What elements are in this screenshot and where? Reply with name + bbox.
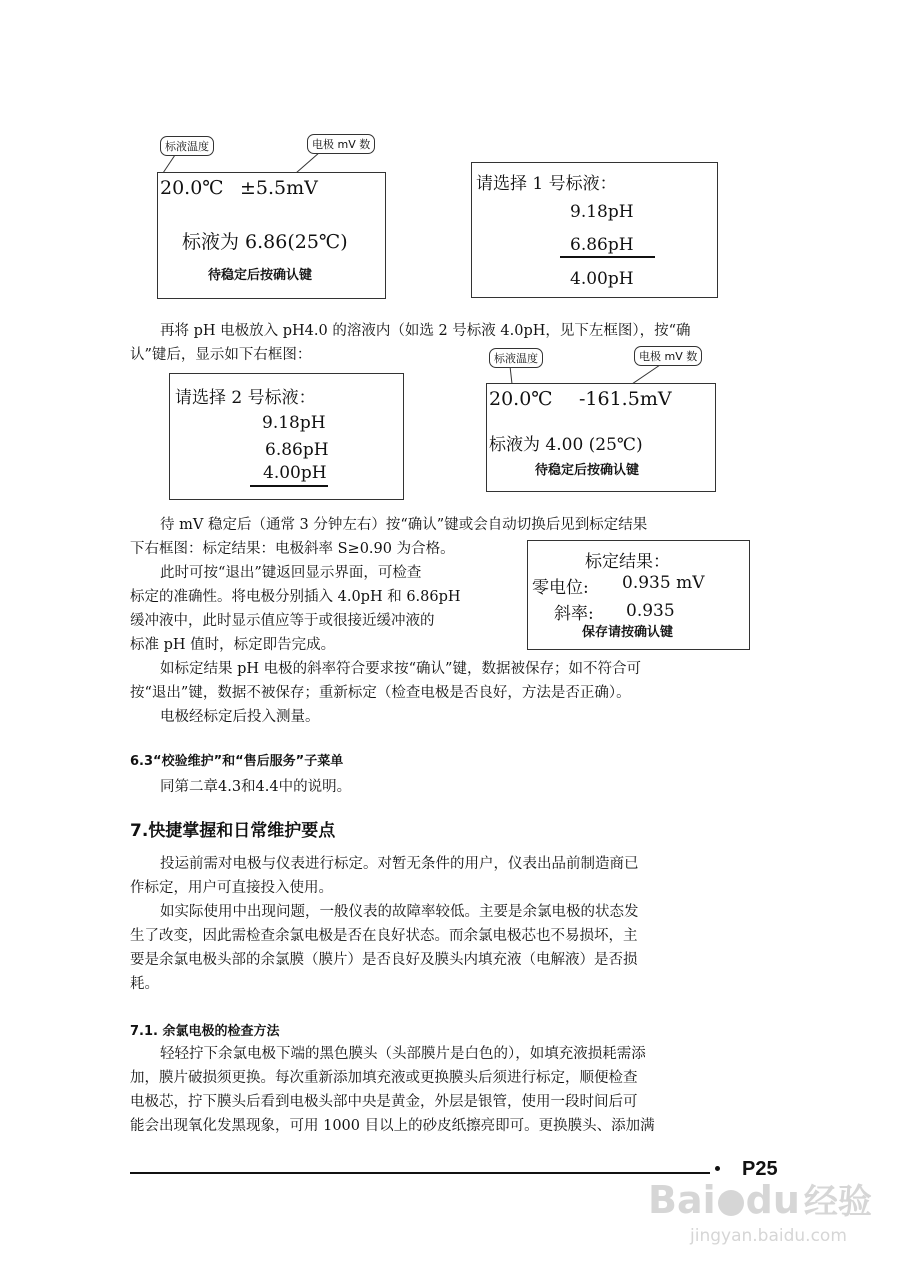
paragraph: 加，膜片破损须更换。每次重新添加填充液或更换膜头后须进行标定，顺便检查 <box>130 1070 638 1086</box>
paragraph: 电极芯，拧下膜头后看到电极头部中央是黄金，外层是银管，使用一段时间后可 <box>130 1094 638 1110</box>
paragraph: 要是余氯电极头部的余氯膜（膜片）是否良好及膜头内填充液（电解液）是否损 <box>130 952 638 968</box>
option-item: 9.18pH <box>570 202 634 222</box>
paragraph: 能会出现氧化发黑现象，可用 1000 目以上的砂皮纸擦亮即可。更换膜头、添加满 <box>130 1118 655 1134</box>
section-heading-7: 7.快捷掌握和日常维护要点 <box>130 821 336 841</box>
paragraph: 轻轻拧下余氯电极下端的黑色膜头（头部膜片是白色的），如填充液损耗需添 <box>160 1046 646 1062</box>
display-box-standard-1 <box>157 172 386 299</box>
slope-label: 斜率: <box>554 604 594 624</box>
result-title: 标定结果： <box>585 552 670 572</box>
option-item-selected: 6.86pH <box>570 235 634 255</box>
baidu-watermark-url: jingyan.baidu.com <box>690 1226 847 1246</box>
paragraph: 按“退出”键，数据不被保存；重新标定（检查电极是否良好，方法是否正确）。 <box>130 685 631 701</box>
mv-value: -161.5mV <box>579 388 672 410</box>
paragraph: 耗。 <box>130 976 159 992</box>
standard-solution-value: 标液为 6.86(25℃) <box>182 231 348 253</box>
select-title: 请选择 1 号标液： <box>476 174 617 194</box>
select-title: 请选择 2 号标液： <box>175 388 316 408</box>
display-box-calibration-result <box>527 540 750 650</box>
paragraph: 作标定，用户可直接投入使用。 <box>130 880 333 896</box>
paragraph: 同第二章4.3和4.4中的说明。 <box>160 779 352 795</box>
display-box-standard-2 <box>486 383 716 492</box>
option-item: 6.86pH <box>265 440 329 460</box>
paragraph: 认”键后，显示如下右框图： <box>130 347 312 363</box>
paragraph: 电极经标定后投入测量。 <box>160 709 320 725</box>
slope-value: 0.935 <box>626 601 675 621</box>
baidu-watermark-logo: Bai du 经验 <box>648 1178 872 1222</box>
paragraph: 生了改变，因此需检查余氯电极是否在良好状态。而余氯电极芯也不易损坏，主 <box>130 928 638 944</box>
paragraph: 标准 pH 值时，标定即告完成。 <box>130 637 336 653</box>
section-heading-7-1: 7.1. 余氯电极的检查方法 <box>130 1024 280 1039</box>
paw-icon <box>718 1190 744 1216</box>
wait-confirm-hint: 待稳定后按确认键 <box>208 268 313 283</box>
page-number: P25 <box>742 1158 778 1180</box>
tag-electrode-mv: 电极 mV 数 <box>634 346 702 366</box>
footer-rule <box>130 1172 710 1174</box>
wait-confirm-hint: 待稳定后按确认键 <box>535 463 640 478</box>
selection-underline <box>250 485 328 487</box>
mv-value: ±5.5mV <box>240 177 318 199</box>
tag-electrode-mv: 电极 mV 数 <box>307 134 375 154</box>
option-item: 4.00pH <box>570 269 634 289</box>
option-item-selected: 4.00pH <box>263 463 327 483</box>
zero-potential-value: 0.935 mV <box>622 573 705 593</box>
paragraph: 下右框图：标定结果：电极斜率 S≥0.90 为合格。 <box>130 541 455 557</box>
zero-potential-label: 零电位: <box>532 578 589 598</box>
option-item: 9.18pH <box>262 413 326 433</box>
temperature-value: 20.0℃ <box>489 388 553 410</box>
standard-solution-value: 标液为 4.00 (25℃) <box>489 435 643 455</box>
paragraph: 待 mV 稳定后（通常 3 分钟左右）按“确认”键或会自动切换后见到标定结果 <box>160 517 648 533</box>
section-heading-6-3: 6.3“校验维护”和“售后服务”子菜单 <box>130 754 344 769</box>
paragraph: 缓冲液中，此时显示值应等于或很接近缓冲液的 <box>130 613 435 629</box>
paragraph: 标定的准确性。将电极分别插入 4.0pH 和 6.86pH <box>130 589 461 605</box>
paragraph: 再将 pH 电极放入 pH4.0 的溶液内（如选 2 号标液 4.0pH，见下左框图），按“确 <box>160 323 691 339</box>
save-confirm-hint: 保存请按确认键 <box>582 625 674 640</box>
display-box-select-1 <box>471 162 718 298</box>
paragraph: 投运前需对电极与仪表进行标定。对暂无条件的用户，仪表出品前制造商已 <box>160 856 639 872</box>
paragraph: 此时可按“退出”键返回显示界面，可检查 <box>160 565 422 581</box>
display-box-select-2 <box>169 373 404 500</box>
selection-underline <box>560 256 655 258</box>
paragraph: 如实际使用中出现问题，一般仪表的故障率较低。主要是余氯电极的状态发 <box>160 904 639 920</box>
footer-dot <box>715 1166 720 1171</box>
paragraph: 如标定结果 pH 电极的斜率符合要求按“确认”键，数据被保存；如不符合可 <box>160 661 641 677</box>
tag-solution-temperature: 标液温度 <box>489 348 543 368</box>
tag-solution-temperature: 标液温度 <box>160 136 214 156</box>
temperature-value: 20.0℃ <box>160 177 224 199</box>
